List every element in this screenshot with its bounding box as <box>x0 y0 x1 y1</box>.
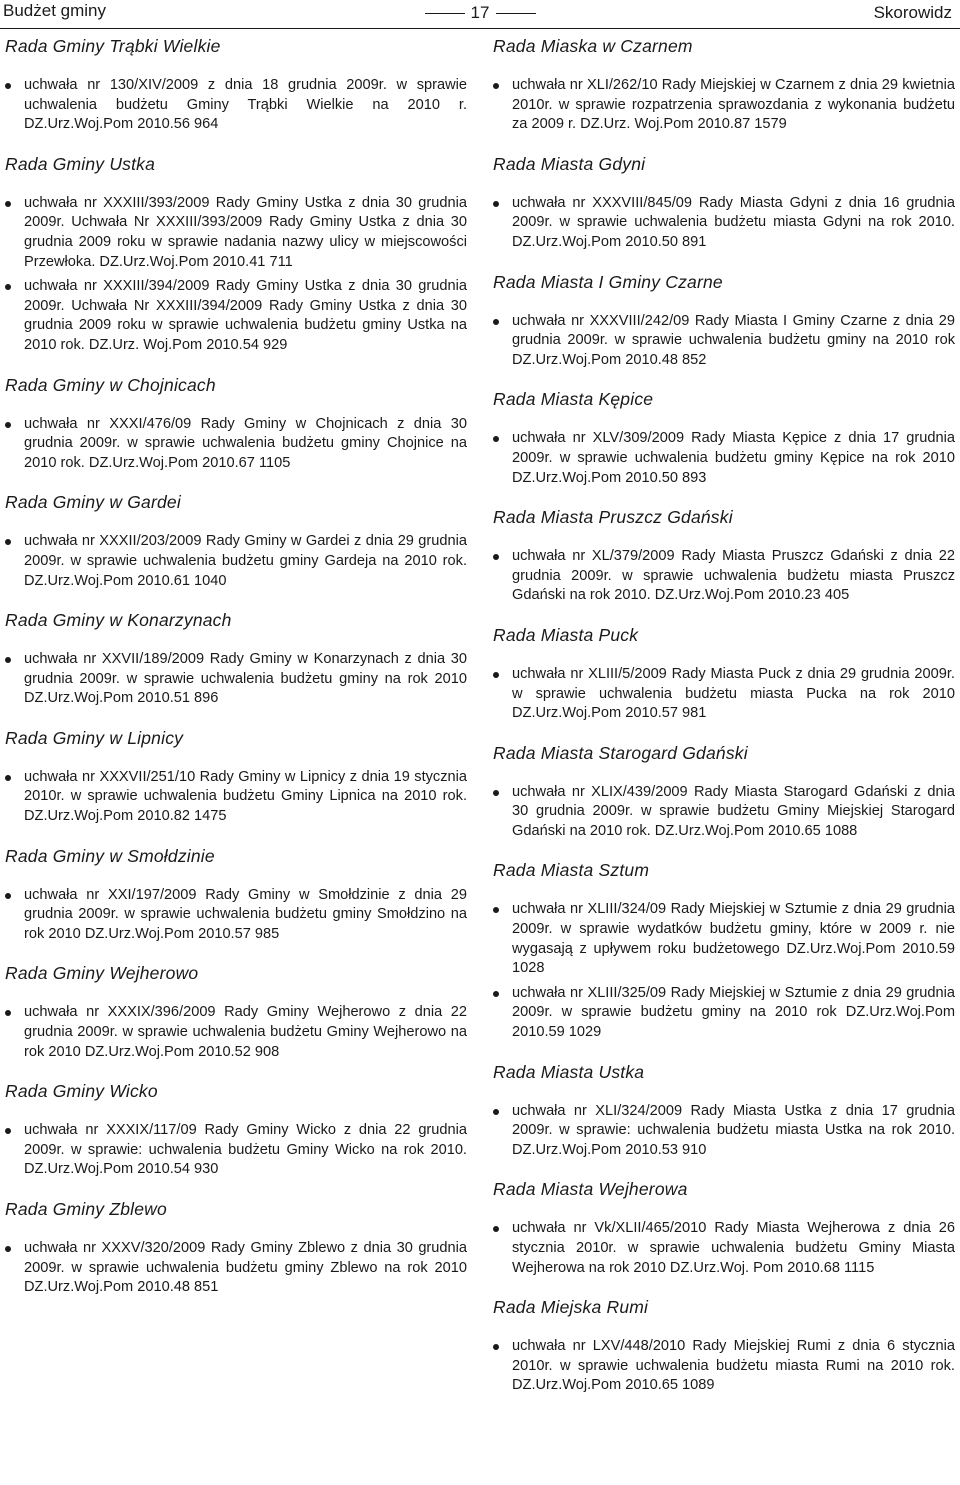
resolution-list <box>493 665 955 724</box>
header-divider <box>0 28 960 29</box>
header-publication-title: Budżet gminy <box>3 1 106 20</box>
resolution-item: uchwała nr XLIII/324/09 Rady Miejskiej w Sztumie z dnia 29 grudnia 2009r. w sprawie wydatków budżetu gminy, które w 2009 r. nie wygasają z upływem roku budżetowego DZ.Urz.Woj.Pom 2010.59 1028 <box>493 900 955 978</box>
resolution-item: uchwała nr XLV/309/2009 Rady Miasta Kępice z dnia 17 grudnia 2009r. w sprawie uchwalenia budżetu gminy Kępice na rok 2010 DZ.Urz.Woj.Pom 2010.50 893 <box>493 429 955 488</box>
section-title: Rada Gminy Zblewo <box>5 1199 167 1219</box>
section-title: Rada Miasta Gdyni <box>493 153 646 174</box>
resolution-item: uchwała nr XXXIX/117/09 Rady Gminy Wicko z dnia 22 grudnia 2009r. w sprawie: uchwalenia budżetu Gminy Wicko na rok 2010. DZ.Urz.Woj.Pom 2010.54 930 <box>5 1121 467 1180</box>
header-section-name: Skorowidz <box>873 3 952 22</box>
resolution-item: uchwała nr XXI/197/2009 Rady Gminy w Smołdzinie z dnia 29 grudnia 2009r. w sprawie uchwalenia budżetu gminy Smołdzino na rok 2010 DZ.Urz.Woj.Pom 2010.57 985 <box>5 886 467 945</box>
resolution-item: uchwała nr XLIII/5/2009 Rady Miasta Puck z dnia 29 grudnia 2009r. w sprawie uchwalenia budżetu miasta Pucka na rok 2010 DZ.Urz.Woj.Pom 2010.57 981 <box>493 665 955 724</box>
section-title: Rada Miasta Puck <box>493 624 639 645</box>
resolution-item: uchwała nr XXXVIII/845/09 Rady Miasta Gdyni z dnia 16 grudnia 2009r. w sprawie uchwalenia budżetu miasta Gdyni na rok 2010. DZ.Urz.Woj.Pom 2010.50 891 <box>493 194 955 253</box>
section-title: Rada Miasta Sztum <box>493 860 650 881</box>
resolution-item: uchwała nr XLIII/325/09 Rady Miejskiej w Sztumie z dnia 29 grudnia 2009r. w sprawie budżetu gminy na 2010 rok DZ.Urz.Woj.Pom 2010.59 1029 <box>493 984 955 1043</box>
section-title: Rada Miaska w Czarnem <box>493 36 693 56</box>
resolution-item: uchwała nr 130/XIV/2009 z dnia 18 grudnia 2009r. w sprawie uchwalenia budżetu Gminy Trąbki Wielkie na 2010 r. DZ.Urz.Woj.Pom 2010.56 964 <box>5 76 467 135</box>
resolution-list <box>493 1219 955 1278</box>
header-rule-right <box>496 13 536 14</box>
resolution-item: uchwała nr XL/379/2009 Rady Miasta Pruszcz Gdański z dnia 22 grudnia 2009r. w sprawie uchwalenia budżetu miasta Pruszcz Gdański na rok 2010. DZ.Urz.Woj.Pom 2010.23 405 <box>493 547 955 606</box>
resolution-item: uchwała nr XXXIX/396/2009 Rady Gminy Wejherowo z dnia 22 grudnia 2009r. w sprawie uchwalenia budżetu Gminy Wejherowo na rok 2010 DZ.Urz.Woj.Pom 2010.52 908 <box>5 1003 467 1062</box>
resolution-item: uchwała nr XLI/324/2009 Rady Miasta Ustka z dnia 17 grudnia 2009r. w sprawie: uchwalenia budżetu miasta Ustka na rok 2010. DZ.Urz.Woj.Pom 2010.53 910 <box>493 1102 955 1161</box>
section-title: Rada Gminy Wicko <box>5 1081 158 1102</box>
resolution-list <box>493 783 955 842</box>
resolution-list <box>493 76 955 135</box>
section-title: Rada Miejska Rumi <box>493 1297 649 1318</box>
resolution-list <box>493 1102 955 1161</box>
resolution-list <box>493 194 955 253</box>
resolution-list <box>5 650 467 709</box>
resolution-list <box>5 886 467 945</box>
resolution-list <box>5 1239 467 1298</box>
left-column <box>5 33 467 1314</box>
resolution-item: uchwała nr XLI/262/10 Rady Miejskiej w Czarnem z dnia 29 kwietnia 2010r. w sprawie rozpatrzenia sprawozdania z wykonania budżetu za 2009 r. DZ.Urz. Woj.Pom 2010.87 1579 <box>493 76 955 135</box>
section-title: Rada Miasta Wejherowa <box>493 1179 688 1200</box>
header-page-number: 17 <box>470 3 490 22</box>
section-title: Rada Gminy w Lipnicy <box>5 727 184 748</box>
section-title: Rada Gminy w Smołdzinie <box>5 845 215 866</box>
resolution-list <box>5 76 467 135</box>
resolution-list <box>5 1121 467 1180</box>
resolution-list <box>493 429 955 488</box>
section-title: Rada Gminy Trąbki Wielkie <box>5 36 221 56</box>
section-title: Rada Miasta Pruszcz Gdański <box>493 507 733 528</box>
section-title: Rada Miasta Kępice <box>493 389 654 410</box>
resolution-list <box>493 1337 955 1396</box>
section-title: Rada Gminy w Konarzynach <box>5 610 232 631</box>
resolution-item: uchwała nr XXXI/476/09 Rady Gminy w Chojnicach z dnia 30 grudnia 2009r. w sprawie uchwalenia budżetu gminy Chojnice na 2010 rok. DZ.Urz.Woj.Pom 2010.67 1105 <box>5 415 467 474</box>
resolution-item: uchwała nr XXXIII/393/2009 Rady Gminy Ustka z dnia 30 grudnia 2009r. Uchwała Nr XXXIII/393/2009 Rady Gminy Ustka z dnia 30 grudnia 2009 roku w sprawie nadania nazwy ulicy w miejscowości Przewłoka. DZ.Urz.Woj.Pom 2010.41 711 <box>5 194 467 272</box>
resolution-item: uchwała nr XXXV/320/2009 Rady Gminy Zblewo z dnia 30 grudnia 2009r. w sprawie uchwalenia budżetu gminy Zblewo na rok 2010 DZ.Urz.Woj.Pom 2010.48 851 <box>5 1239 467 1298</box>
resolution-list <box>5 415 467 474</box>
resolution-list <box>493 312 955 371</box>
section-title: Rada Gminy Wejherowo <box>5 963 199 984</box>
resolution-list <box>5 532 467 591</box>
section-title: Rada Miasta Starogard Gdański <box>493 742 748 763</box>
resolution-list <box>493 900 955 1042</box>
section-title: Rada Miasta I Gminy Czarne <box>493 271 723 292</box>
resolution-item: uchwała nr XXVII/189/2009 Rady Gminy w Konarzynach z dnia 30 grudnia 2009r. w sprawie uchwalenia budżetu gminy na rok 2010 DZ.Urz.Woj.Pom 2010.51 896 <box>5 650 467 709</box>
right-column <box>493 33 955 1412</box>
section-title: Rada Gminy w Gardei <box>5 492 181 513</box>
resolution-list <box>5 1003 467 1062</box>
resolution-item: uchwała nr XXXII/203/2009 Rady Gminy w Gardei z dnia 29 grudnia 2009r. w sprawie uchwalenia budżetu gminy Gardeja na 2010 rok. DZ.Urz.Woj.Pom 2010.61 1040 <box>5 532 467 591</box>
resolution-item: uchwała nr XXXIII/394/2009 Rady Gminy Ustka z dnia 30 grudnia 2009r. Uchwała Nr XXXIII/394/2009 Rady Gminy Ustka z dnia 30 grudnia 2009 roku w sprawie uchwalenia budżetu gminy Ustka na 2010 rok. DZ.Urz. Woj.Pom 2010.54 929 <box>5 277 467 355</box>
resolution-item: uchwała nr XXXVIII/242/09 Rady Miasta I Gminy Czarne z dnia 29 grudnia 2009r. w sprawie uchwalenia budżetu gminy na 2010 rok DZ.Urz.Woj.Pom 2010.48 852 <box>493 312 955 371</box>
resolution-item: uchwała nr XXXVII/251/10 Rady Gminy w Lipnicy z dnia 19 stycznia 2010r. w sprawie uchwalenia budżetu Gminy Lipnica na 2010 rok. DZ.Urz.Woj.Pom 2010.82 1475 <box>5 768 467 827</box>
page-header <box>0 0 960 30</box>
section-title: Rada Gminy Ustka <box>5 153 156 174</box>
resolution-list <box>5 194 467 356</box>
resolution-list <box>5 768 467 827</box>
resolution-item: uchwała nr XLIX/439/2009 Rady Miasta Starogard Gdański z dnia 30 grudnia 2009r. w sprawie budżetu Gminy Miejskiej Starogard Gdański na 2010 rok. DZ.Urz.Woj.Pom 2010.65 1088 <box>493 783 955 842</box>
resolution-list <box>493 547 955 606</box>
resolution-item: uchwała nr LXV/448/2010 Rady Miejskiej Rumi z dnia 6 stycznia 2010r. w sprawie uchwalenia budżetu miasta Rumi na 2010 rok. DZ.Urz.Woj.Pom 2010.65 1089 <box>493 1337 955 1396</box>
resolution-item: uchwała nr Vk/XLII/465/2010 Rady Miasta Wejherowa z dnia 26 stycznia 2010r. w sprawie uchwalenia budżetu Gminy Miasta Wejherowa na rok 2010 DZ.Urz.Woj. Pom 2010.68 1115 <box>493 1219 955 1278</box>
section-title: Rada Miasta Ustka <box>493 1061 645 1082</box>
section-title: Rada Gminy w Chojnicach <box>5 374 216 395</box>
